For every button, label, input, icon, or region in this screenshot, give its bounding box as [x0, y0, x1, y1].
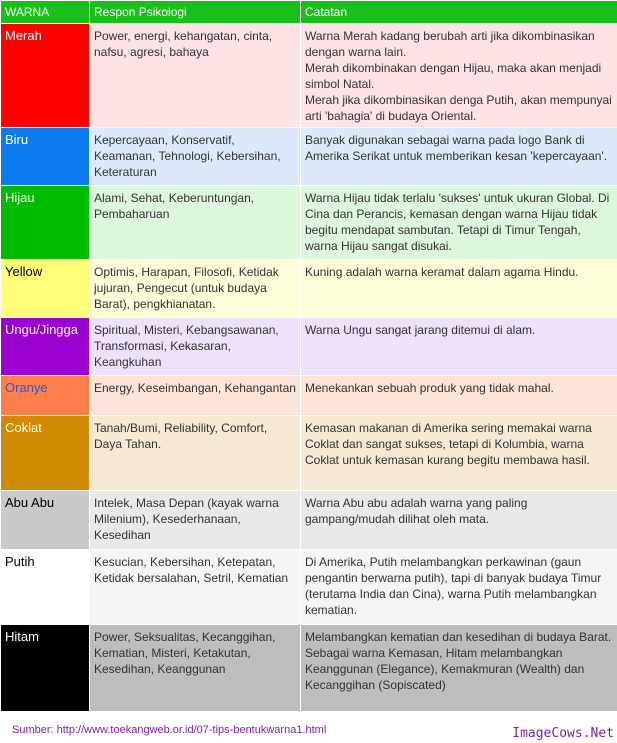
color-swatch-cell: [1, 625, 90, 712]
color-name: Coklat: [5, 420, 42, 435]
notes: Warna Merah kadang berubah arti jika dikombinasikan dengan warna lain. Merah dikombinakan dengan Hijau, maka akan menjadi simbol Natal. Merah jika dikombinasikan denga Putih, akan mempunyai arti 'bahagia' di budaya Oriental.: [301, 24, 617, 128]
color-name: Putih: [5, 554, 35, 569]
table-row: [1, 186, 617, 260]
color-name: Ungu/Jingga: [5, 322, 78, 337]
psychological-response: Alami, Sehat, Keberuntungan, Pembaharuan: [90, 186, 301, 260]
color-swatch-cell: [1, 550, 90, 625]
color-name: Oranye: [5, 380, 48, 395]
color-swatch-cell: [1, 186, 90, 260]
table-row: [1, 128, 617, 186]
notes: Warna Ungu sangat jarang ditemui di alam.: [301, 318, 617, 376]
color-name: Abu Abu: [5, 495, 55, 510]
table-row: [1, 318, 617, 376]
watermark-brand: ImageCows.Net: [512, 726, 614, 741]
psychological-response: Energy, Keseimbangan, Kehangantan: [90, 376, 301, 416]
notes: Menekankan sebuah produk yang tidak mahal.: [301, 376, 617, 416]
notes: Kemasan makanan di Amerika sering memakai warna Coklat dan sangat sukses, tetapi di Kolumbia, warna Coklat untuk kemasan kurang begitu membawa hasil.: [301, 416, 617, 491]
table-row: [1, 376, 617, 416]
psychological-response: Kepercayaan, Konservatif, Keamanan, Tehnologi, Kebersihan, Keteraturan: [90, 128, 301, 186]
color-name: Yellow: [5, 264, 43, 279]
footer: [0, 712, 617, 743]
header-response: Respon Psikologi: [90, 1, 301, 24]
notes: Warna Abu abu adalah warna yang paling gampang/mudah dilihat oleh mata.: [301, 491, 617, 550]
color-swatch-cell: [1, 260, 90, 318]
color-swatch-cell: [1, 491, 90, 550]
table-row: [1, 416, 617, 491]
source-credit: Sumber: http://www.toekangweb.or.id/07-tips-bentukwarna1.html: [12, 724, 327, 736]
color-swatch-cell: [1, 24, 90, 128]
notes: Kuning adalah warna keramat dalam agama Hindu.: [301, 260, 617, 318]
psychological-response: Optimis, Harapan, Filosofi, Ketidak jujuran, Pengecut (untuk budaya Barat), pengkhianatan.: [90, 260, 301, 318]
table-header: [1, 1, 617, 24]
table-row: [1, 491, 617, 550]
color-swatch-cell: [1, 376, 90, 416]
notes: Melambangkan kematian dan kesedihan di budaya Barat. Sebagai warna Kemasan, Hitam melambangkan Keanggunan (Elegance), Kemakmuran (Wealth) dan Kecanggihan (Sopiscated): [301, 625, 617, 712]
psychological-response: Intelek, Masa Depan (kayak warna Milenium), Kesederhanaan, Kesedihan: [90, 491, 301, 550]
header-notes: Catatan: [301, 1, 617, 24]
color-swatch-cell: [1, 318, 90, 376]
color-name: Biru: [5, 132, 29, 147]
notes: Di Amerika, Putih melambangkan perkawinan (gaun pengantin berwarna putih), tapi di banyak budaya Timur (terutama India dan Cina), warna Putih melambangkan kematian.: [301, 550, 617, 625]
color-name: Merah: [5, 28, 42, 43]
notes: Banyak digunakan sebagai warna pada logo Bank di Amerika Serikat untuk memberikan kesan 'kepercayaan'.: [301, 128, 617, 186]
psychological-response: Kesucian, Kebersihan, Ketepatan, Ketidak bersalahan, Setril, Kematian: [90, 550, 301, 625]
psychological-response: Power, Seksualitas, Kecanggihan, Kematian, Misteri, Ketakutan, Kesedihan, Keanggunan: [90, 625, 301, 712]
psychological-response: Spiritual, Misteri, Kebangsawanan, Transformasi, Kekasaran, Keangkuhan: [90, 318, 301, 376]
color-name: Hijau: [5, 190, 35, 205]
table-row: [1, 24, 617, 128]
header-color: WARNA: [1, 1, 90, 24]
notes: Warna Hijau tidak terlalu 'sukses' untuk ukuran Global. Di Cina dan Perancis, kemasan dengan warna Hijau tidak begitu mendapat sambutan. Tetapi di Timur Tengah, warna Hijau sangat disukai.: [301, 186, 617, 260]
color-swatch-cell: [1, 416, 90, 491]
psychological-response: Power, energi, kehangatan, cinta, nafsu, agresi, bahaya: [90, 24, 301, 128]
table-row: [1, 550, 617, 625]
psychological-response: Tanah/Bumi, Reliability, Comfort, Daya Tahan.: [90, 416, 301, 491]
table-row: [1, 260, 617, 318]
table-row: [1, 625, 617, 712]
color-swatch-cell: [1, 128, 90, 186]
color-name: Hitam: [5, 629, 39, 644]
